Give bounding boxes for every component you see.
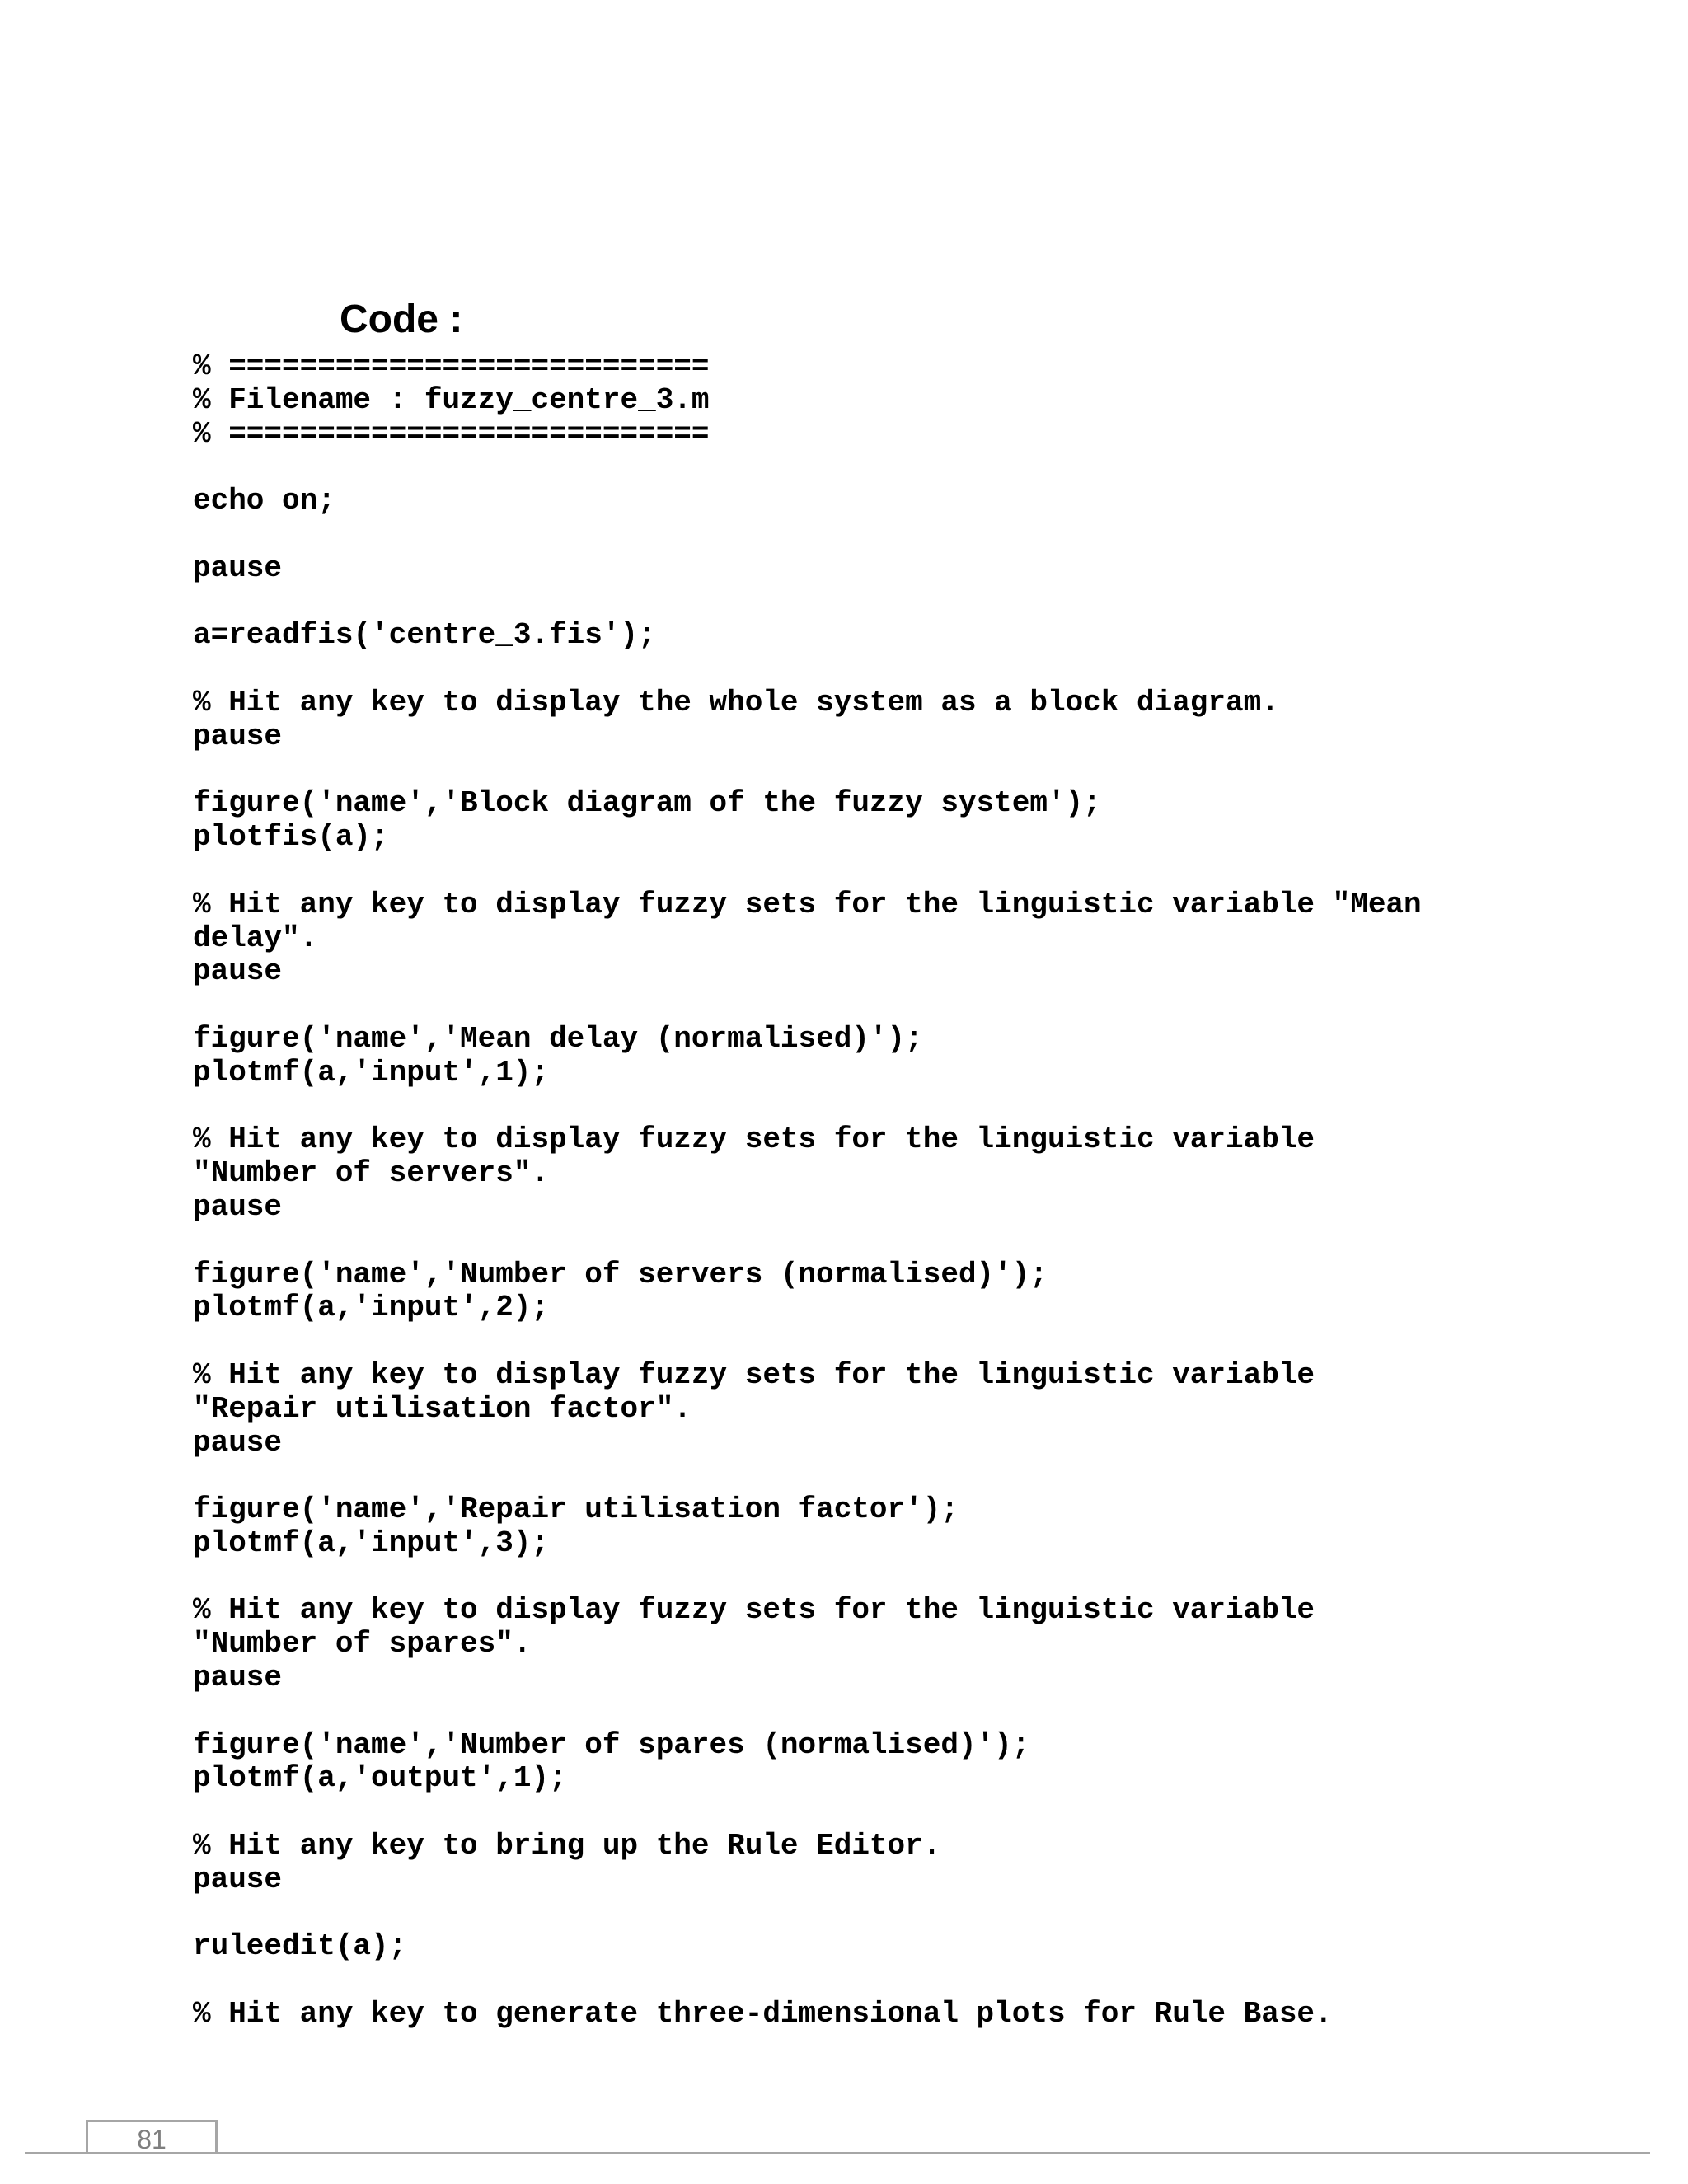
code-line: % Hit any key to bring up the Rule Editor. xyxy=(193,1829,941,1863)
code-line: % =========================== xyxy=(193,416,710,451)
code-line: plotmf(a,'input',3); xyxy=(193,1526,550,1560)
code-line xyxy=(193,855,1422,888)
code-line xyxy=(193,653,1422,687)
page-number: 81 xyxy=(137,2125,166,2154)
code-line: plotfis(a); xyxy=(193,820,389,855)
code-line xyxy=(193,518,1422,552)
code-line xyxy=(193,1964,1422,1998)
code-line: % Hit any key to display fuzzy sets for the linguistic variable xyxy=(193,1357,1315,1392)
code-line xyxy=(193,1460,1422,1493)
code-line: plotmf(a,'input',1); xyxy=(193,1055,550,1090)
code-line: echo on; xyxy=(193,484,335,518)
code-line: figure('name','Number of spares (normalised)'); xyxy=(193,1727,1030,1762)
code-line xyxy=(193,451,1422,485)
code-line: % Hit any key to display fuzzy sets for the linguistic variable xyxy=(193,1122,1315,1157)
code-line: % Hit any key to display fuzzy sets for the linguistic variable xyxy=(193,1593,1315,1628)
code-line: % Hit any key to generate three-dimensional plots for Rule Base. xyxy=(193,1997,1333,2032)
code-line: figure('name','Mean delay (normalised)'); xyxy=(193,1021,923,1056)
code-line: a=readfis('centre_3.fis'); xyxy=(193,618,656,653)
code-line xyxy=(193,754,1422,788)
code-line xyxy=(193,1090,1422,1124)
code-listing xyxy=(193,350,1422,2032)
footer-rule xyxy=(25,2152,1650,2154)
code-line: "Repair utilisation factor". xyxy=(193,1391,692,1426)
code-line: pause xyxy=(193,719,283,753)
code-line: pause xyxy=(193,1862,283,1896)
code-heading: Code : xyxy=(340,298,463,341)
code-line: pause xyxy=(193,551,283,585)
code-line: % Hit any key to display the whole system as a block diagram. xyxy=(193,685,1279,719)
code-line xyxy=(193,1796,1422,1830)
code-line: "Number of servers". xyxy=(193,1156,550,1191)
code-line xyxy=(193,989,1422,1023)
code-line: % =========================== xyxy=(193,349,710,383)
code-line: ruleedit(a); xyxy=(193,1929,407,1964)
code-line: plotmf(a,'input',2); xyxy=(193,1291,550,1325)
code-line xyxy=(193,1561,1422,1595)
code-line: "Number of spares". xyxy=(193,1627,532,1661)
code-line: delay". xyxy=(193,921,318,955)
code-line: pause xyxy=(193,954,283,989)
code-line xyxy=(193,1325,1422,1359)
code-line: figure('name','Repair utilisation factor'); xyxy=(193,1493,959,1527)
code-line xyxy=(193,1695,1422,1729)
code-line xyxy=(193,1225,1422,1258)
code-line: % Hit any key to display fuzzy sets for the linguistic variable "Mean xyxy=(193,887,1422,921)
code-line: figure('name','Block diagram of the fuzzy system'); xyxy=(193,786,1101,821)
code-line xyxy=(193,586,1422,620)
code-line: pause xyxy=(193,1661,283,1695)
code-line xyxy=(193,1897,1422,1931)
code-line: figure('name','Number of servers (normalised)'); xyxy=(193,1257,1048,1291)
code-line: pause xyxy=(193,1425,283,1460)
code-line: pause xyxy=(193,1189,283,1224)
code-line: % Filename : fuzzy_centre_3.m xyxy=(193,382,710,417)
code-line: plotmf(a,'output',1); xyxy=(193,1761,567,1796)
